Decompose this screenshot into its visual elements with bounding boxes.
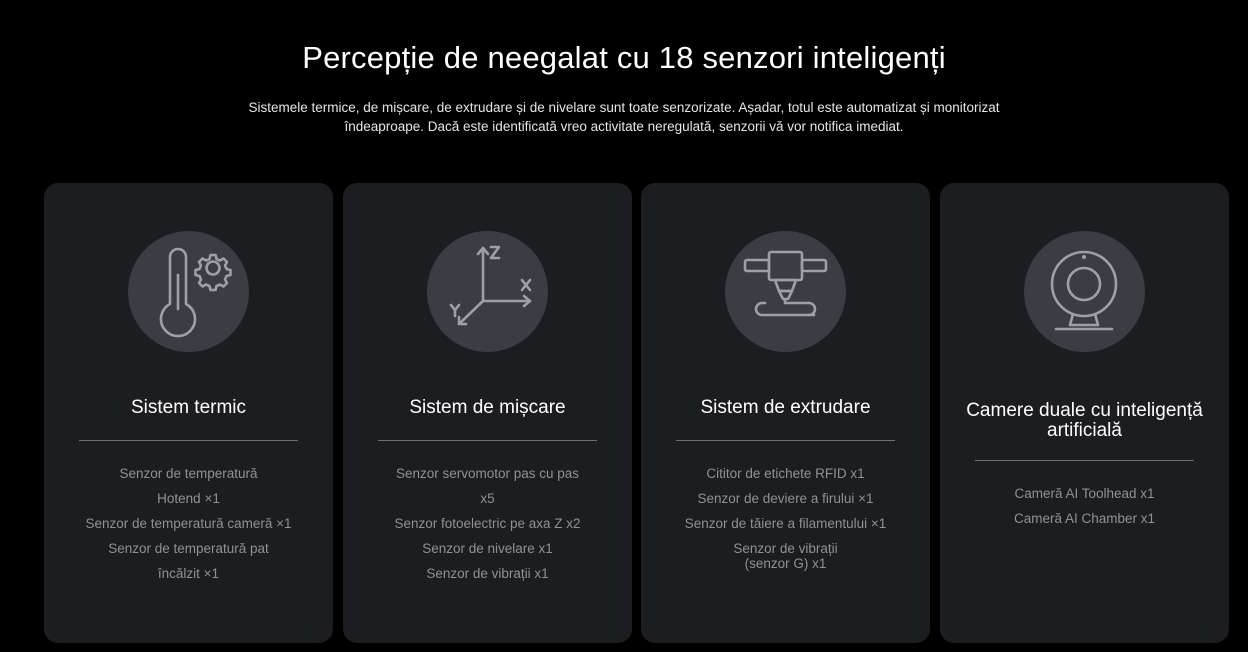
- section-subtitle: Sistemele termice, de mișcare, de extrudare și de nivelare sunt toate senzorizate. Așadar, totul este automatizat și monitorizat îndeaproape. Dacă este identificată vreo activitate neregulată, senzorii vă vor notifica imediat.: [248, 100, 1000, 134]
- list-item: Senzor de nivelare x1: [422, 541, 553, 556]
- card-thermal-system: [44, 183, 333, 643]
- list-item: Cititor de etichete RFID x1: [706, 466, 865, 481]
- list-item: Senzor de tăiere a filamentului ×1: [684, 516, 887, 531]
- card-title: Sistem termic: [130, 397, 247, 418]
- sensor-list: [373, 461, 602, 586]
- list-item: Senzor de temperatură pat încălzit ×1: [108, 541, 269, 581]
- card-extrusion-system: [641, 183, 930, 643]
- card-title: Sistem de mișcare: [409, 397, 566, 418]
- list-item: Senzor de temperatură Hotend ×1: [119, 466, 258, 506]
- card-title: Sistem de extrudare: [700, 397, 871, 418]
- sensor-list: [970, 481, 1199, 531]
- list-item: Senzor servomotor pas cu pas x5: [395, 466, 580, 506]
- divider: [975, 460, 1194, 461]
- thermometer-gear-icon: [128, 231, 249, 352]
- list-item: Senzor fotoelectric pe axa Z x2: [394, 516, 581, 531]
- card-title: Camere duale cu inteligență artificială: [966, 400, 1203, 441]
- extruder-nozzle-icon: [725, 231, 846, 352]
- webcam-icon: [1024, 231, 1145, 352]
- xyz-axes-icon: [427, 231, 548, 352]
- divider: [79, 440, 298, 441]
- sensor-list: [671, 461, 900, 576]
- list-item: Senzor de vibrații (senzor G) x1: [733, 541, 838, 571]
- divider: [676, 440, 895, 441]
- card-ai-cameras: [940, 183, 1229, 643]
- list-item: Senzor de vibrații x1: [426, 566, 549, 581]
- divider: [378, 440, 597, 441]
- sensor-list: [74, 461, 303, 586]
- list-item: Senzor de deviere a firului ×1: [697, 491, 874, 506]
- list-item: Senzor de temperatură cameră ×1: [85, 516, 292, 531]
- card-motion-system: [343, 183, 632, 643]
- list-item: Cameră AI Chamber x1: [1013, 511, 1156, 526]
- section-title: Percepție de neegalat cu 18 senzori inteligenți: [302, 40, 946, 75]
- list-item: Cameră AI Toolhead x1: [1014, 486, 1155, 501]
